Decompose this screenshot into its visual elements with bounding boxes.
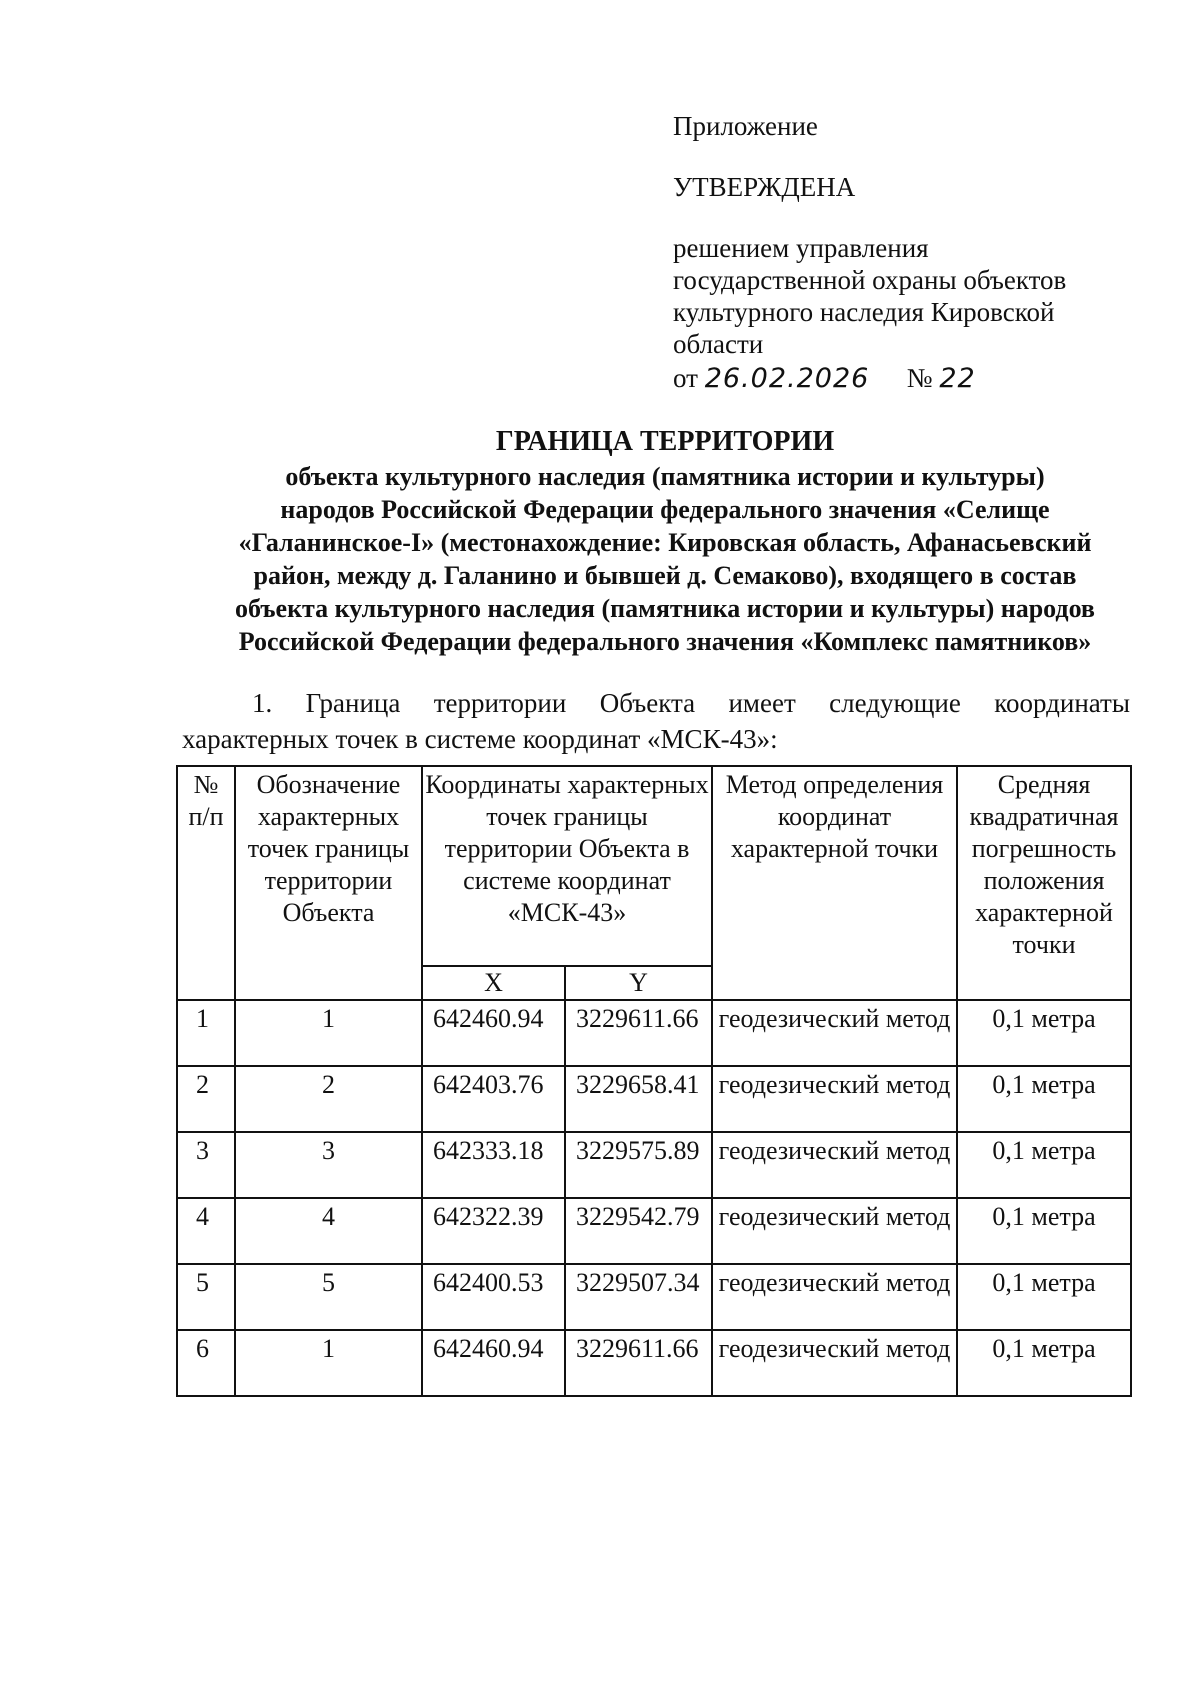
title-line: Российской Федерации федерального значения «Комплекс памятников» [238,627,1092,656]
cell-method: геодезический метод [712,1000,957,1066]
approval-line: государственной охраны объектов [673,265,1067,295]
cell-point: 3 [235,1132,422,1198]
handwritten-date: 26.02.2026 [704,363,870,394]
header-designation: Обозначение характерных точек границы территории Объекта [235,766,422,1000]
paragraph-line-1: 1. Граница территории Объекта имеет следующие координаты [252,688,1130,718]
cell-num: 5 [177,1264,235,1330]
cell-error: 0,1 метра [957,1066,1131,1132]
table-row [177,1066,1131,1132]
title-line: «Галанинское-I» (местонахождение: Кировская область, Афанасьевский [238,528,1092,557]
cell-y: 3229611.66 [565,1000,712,1066]
cell-num: 6 [177,1330,235,1396]
approval-line: области [673,329,764,359]
cell-y: 3229507.34 [565,1264,712,1330]
title-line: район, между д. Галанино и бывшей д. Семаково), входящего в состав [253,561,1077,590]
table-row [177,1132,1131,1198]
title-line: народов Российской Федерации федерального значения «Селище [280,495,1050,524]
approved-label: УТВЕРЖДЕНА [673,172,856,202]
cell-point: 4 [235,1198,422,1264]
cell-y: 3229658.41 [565,1066,712,1132]
cell-y: 3229542.79 [565,1198,712,1264]
cell-x: 642403.76 [422,1066,565,1132]
cell-x: 642460.94 [422,1330,565,1396]
coordinates-table [176,765,1132,1397]
cell-x: 642333.18 [422,1132,565,1198]
cell-method: геодезический метод [712,1066,957,1132]
cell-error: 0,1 метра [957,1000,1131,1066]
table-row [177,1000,1131,1066]
cell-num: 4 [177,1198,235,1264]
cell-num: 2 [177,1066,235,1132]
cell-point: 5 [235,1264,422,1330]
table-row [177,1198,1131,1264]
section-paragraph [182,685,1130,757]
cell-method: геодезический метод [712,1132,957,1198]
title-line: объекта культурного наследия (памятника истории и культуры) народов [235,594,1095,623]
table-row [177,1264,1131,1330]
cell-error: 0,1 метра [957,1132,1131,1198]
header-num: № п/п [177,766,235,1000]
header-coordinates: Координаты характерных точек границы территории Объекта в системе координат «МСК-43» [422,766,712,966]
header-y: Y [565,966,712,1000]
cell-x: 642460.94 [422,1000,565,1066]
cell-error: 0,1 метра [957,1264,1131,1330]
approval-dateline [673,362,976,395]
paragraph-line-2: характерных точек в системе координат «МСК-43»: [182,724,778,754]
cell-error: 0,1 метра [957,1198,1131,1264]
approval-line: культурного наследия Кировской [673,297,1055,327]
cell-num: 3 [177,1132,235,1198]
header-method: Метод определения координат характерной точки [712,766,957,1000]
cell-y: 3229575.89 [565,1132,712,1198]
cell-method: геодезический метод [712,1330,957,1396]
cell-error: 0,1 метра [957,1330,1131,1396]
cell-point: 1 [235,1000,422,1066]
cell-point: 2 [235,1066,422,1132]
header-error: Средняя квадратичная погрешность положения характерной точки [957,766,1131,1000]
title-line: объекта культурного наследия (памятника истории и культуры) [285,462,1045,491]
document-title: ГРАНИЦА ТЕРРИТОРИИ [495,426,835,457]
cell-y: 3229611.66 [565,1330,712,1396]
approval-body [673,232,1153,360]
cell-method: геодезический метод [712,1198,957,1264]
handwritten-number: 22 [939,363,976,394]
date-prefix: от [673,363,698,393]
table-row [177,1330,1131,1396]
cell-method: геодезический метод [712,1264,957,1330]
cell-point: 1 [235,1330,422,1396]
cell-num: 1 [177,1000,235,1066]
appendix-label: Приложение [673,111,818,141]
approval-line: решением управления [673,233,929,263]
header-x: X [422,966,565,1000]
cell-x: 642322.39 [422,1198,565,1264]
document-title-block [170,424,1160,658]
number-sign: № [906,363,933,393]
cell-x: 642400.53 [422,1264,565,1330]
